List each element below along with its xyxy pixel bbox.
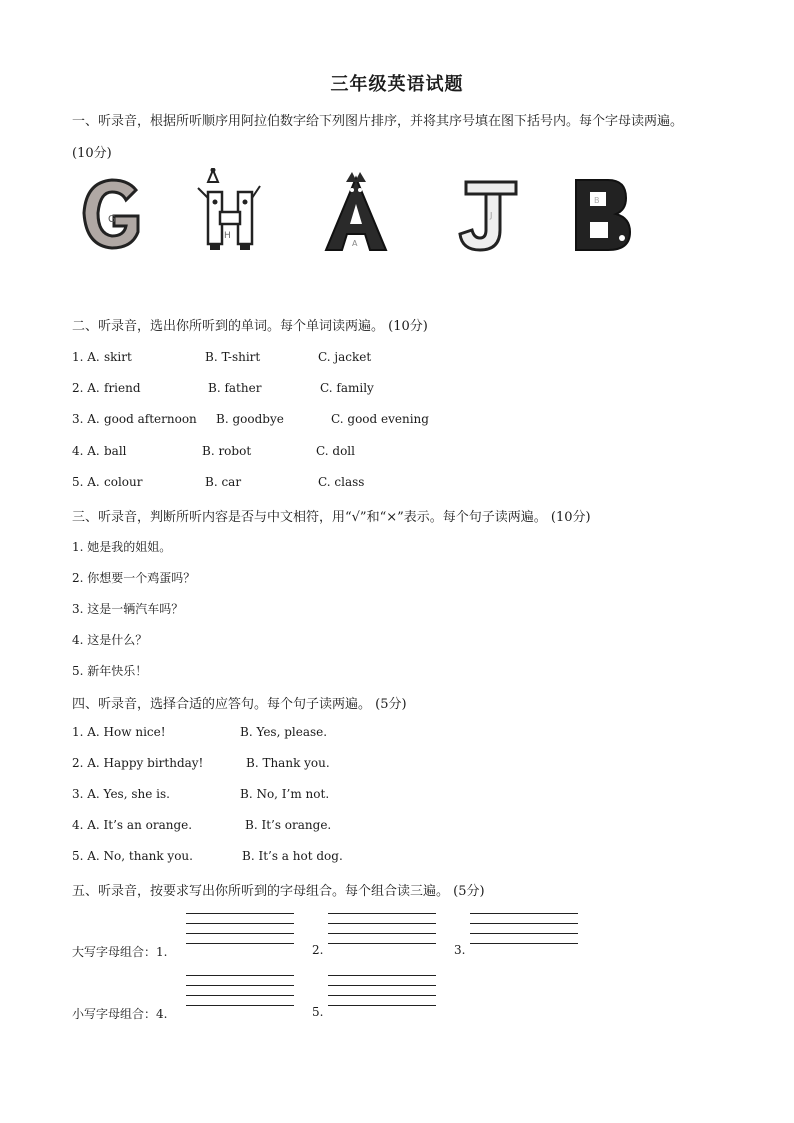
s2-q3-c: C. good evening — [331, 412, 429, 426]
s2-q2-a: friend — [104, 381, 141, 395]
s3-item-4: 4. 这是什么？ — [72, 633, 148, 647]
s3-item-3: 3. 这是一辆汽车吗？ — [72, 602, 184, 616]
s4-q5-b: B. It’s a hot dog. — [242, 849, 343, 863]
uppercase-label: 大写字母组合：1. — [72, 945, 168, 959]
blank-num-2: 2. — [312, 943, 324, 957]
s4-q3-b: B. No, I’m not. — [240, 787, 330, 801]
writing-lines-5[interactable] — [328, 975, 436, 1015]
section1-heading: 一、听录音，根据所听顺序用阿拉伯数字给下列图片排序，并将其序号填在图下括号内。每个字母读两遍。 — [72, 114, 684, 129]
s2-q4-c: C. doll — [316, 444, 355, 458]
s4-q1-b: B. Yes, please. — [240, 725, 328, 739]
letter-h-picture — [194, 168, 274, 258]
writing-lines-4[interactable] — [186, 975, 294, 1015]
letter-j-picture — [450, 168, 530, 258]
blank-num-3: 3. — [454, 943, 466, 957]
s3-item-2: 2. 你想要一个鸡蛋吗？ — [72, 571, 196, 585]
s2-q2-num: 2. A. — [72, 381, 100, 395]
s2-q4-b: B. robot — [202, 444, 252, 458]
writing-lines-2[interactable] — [328, 913, 436, 953]
letter-h-glyph: H — [224, 231, 231, 241]
writing-lines-1[interactable] — [186, 913, 294, 953]
s4-q3-a: 3. A. Yes, she is. — [72, 787, 170, 801]
letter-g-picture — [74, 168, 154, 258]
s2-q1-a: skirt — [104, 350, 132, 364]
s4-q2-b: B. Thank you. — [246, 756, 330, 770]
letter-j-glyph: J — [490, 211, 493, 220]
writing-lines-3[interactable] — [470, 913, 578, 953]
letter-a-picture — [316, 168, 396, 258]
s2-q4-num: 4. A. — [72, 444, 100, 458]
s4-q1-a: 1. A. How nice! — [72, 725, 166, 739]
s2-q1-c: C. jacket — [318, 350, 372, 364]
s2-q5-a: colour — [104, 475, 143, 489]
section5-heading: 五、听录音，按要求写出你所听到的字母组合。每个组合读三遍。 (5分) — [72, 884, 485, 899]
section4-heading: 四、听录音，选择合适的应答句。每个句子读两遍。 (5分) — [72, 697, 407, 712]
s4-q2-a: 2. A. Happy birthday! — [72, 756, 204, 770]
letter-g-glyph: G — [108, 214, 116, 225]
section2-heading: 二、听录音，选出你所听到的单词。每个单词读两遍。 (10分) — [72, 319, 428, 334]
s4-q4-a: 4. A. It’s an orange. — [72, 818, 193, 832]
s2-q3-num: 3. A. — [72, 412, 100, 426]
s3-item-1: 1. 她是我的姐姐。 — [72, 540, 172, 554]
blank-num-5: 5. — [312, 1005, 324, 1019]
s2-q5-c: C. class — [318, 475, 365, 489]
s3-item-5: 5. 新年快乐！ — [72, 664, 148, 678]
page-title: 三年级英语试题 — [330, 74, 464, 95]
s2-q2-b: B. father — [208, 381, 262, 395]
s2-q5-b: B. car — [205, 475, 242, 489]
letter-a-glyph: A — [352, 239, 358, 248]
s2-q2-c: C. family — [320, 381, 374, 395]
letter-pictures — [72, 168, 632, 268]
section1-score: (10分) — [72, 146, 112, 161]
s4-q5-a: 5. A. No, thank you. — [72, 849, 193, 863]
section3-heading: 三、听录音，判断所听内容是否与中文相符，用“√”和“×”表示。每个句子读两遍。 (10分) — [72, 510, 591, 525]
s2-q5-num: 5. A. — [72, 475, 100, 489]
lowercase-label: 小写字母组合：4. — [72, 1007, 168, 1021]
s2-q1-num: 1. A. — [72, 350, 100, 364]
s4-q4-b: B. It’s orange. — [245, 818, 332, 832]
s2-q3-b: B. goodbye — [216, 412, 284, 426]
s2-q3-a: good afternoon — [104, 412, 197, 426]
letter-b-glyph: B — [594, 196, 600, 205]
letter-b-picture — [564, 168, 644, 258]
s2-q4-a: ball — [104, 444, 127, 458]
s2-q1-b: B. T-shirt — [205, 350, 261, 364]
